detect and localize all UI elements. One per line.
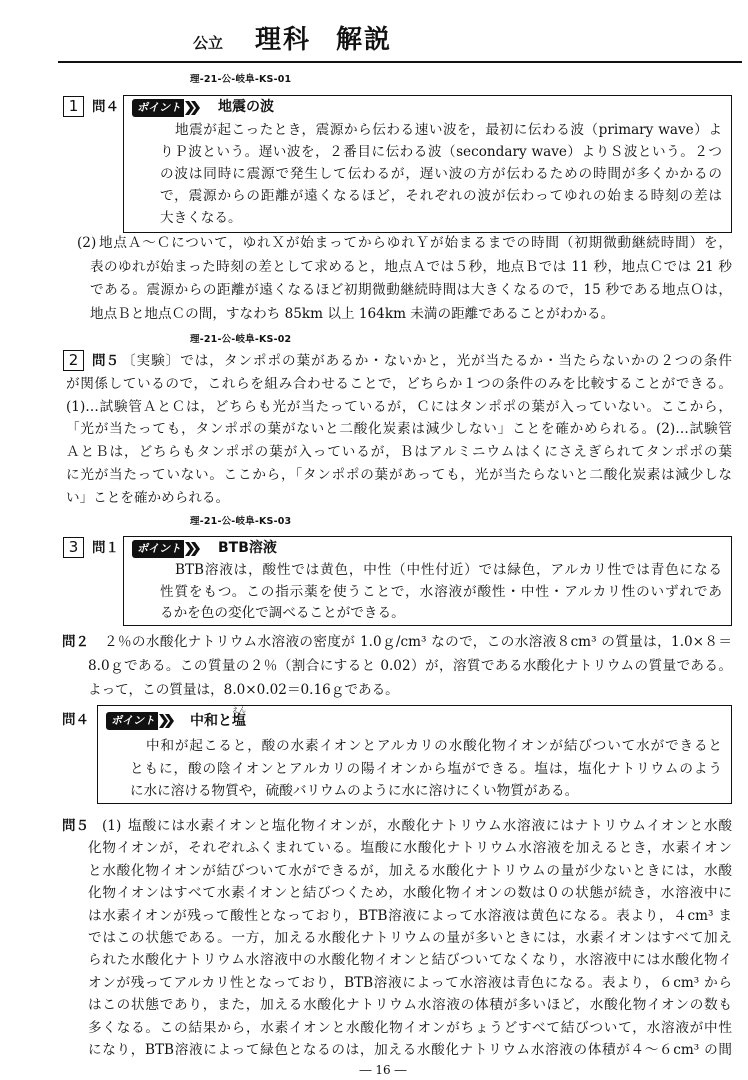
- text-line: 性質をもつ。この指示薬を使うことで，水溶液が酸性・中性・アルカリ性のいずれであ: [160, 583, 722, 600]
- answer-text: [66, 350, 732, 510]
- point-badge: [132, 540, 200, 558]
- text-line: オンが残ってアルカリ性となっており，BTB溶液によって水溶液は青色になる。表より，６cm³ から: [88, 974, 732, 991]
- text-line: 多くなる。この結果から，水素イオンと水酸化物イオンがちょうどすべて結びついて，水溶液が中性: [88, 1019, 732, 1036]
- text-line: 塩酸には水素イオンと塩化物イオンが，水酸化ナトリウム水溶液にはナトリウムイオンと水酸: [128, 818, 732, 834]
- text-line: ＡとＢは，どちらもタンポポの葉が入っているが，Ｂはアルミニウムはくにさえぎられてタンポポの葉: [66, 444, 732, 461]
- question-label: 問４: [92, 99, 119, 115]
- question-number-box: 1: [63, 96, 84, 117]
- question-label: 問１: [92, 540, 119, 556]
- point-text: [160, 119, 722, 229]
- sub-question-label: (1): [102, 818, 122, 834]
- text-line: に水に溶ける物質や，硫酸バリウムのように水に溶けにくい物質がある。: [130, 783, 579, 799]
- question-label: 問５: [92, 353, 119, 369]
- point-badge: [106, 712, 174, 730]
- question-code: 理-21-公-岐阜-KS-02: [190, 334, 292, 345]
- header-rule: [58, 61, 742, 63]
- point-title: [190, 706, 246, 732]
- header-title-subject: 理科: [255, 25, 312, 55]
- text-line: 中和が起こると，酸の水素イオンとアルカリの水酸化物イオンが結びついて水ができると: [146, 738, 722, 754]
- text-line: 8.0ｇである。この質量の２％（割合にすると 0.02）が，溶質である水酸化ナトリウムの質量である。: [88, 658, 732, 674]
- text-line: で，震源からの距離が遠くなるほど，それぞれの波が伝わってゆれの始まる時刻の差は: [160, 188, 722, 204]
- text-line: に光が当たっていない。ここから，「タンポポの葉があっても，光が当たらないと二酸化炭素は減少しな: [66, 466, 732, 483]
- text-line: は水素イオンが残って酸性となっており，BTB溶液によって水溶液は黄色になる。表より，４cm³ ま: [88, 907, 732, 924]
- text-line: 地震が起こったとき，震源から伝わる速い波を，最初に伝わる波（primary wave）よ: [175, 122, 722, 138]
- double-chevron-icon: [184, 99, 200, 117]
- answer-text: [88, 630, 732, 702]
- text-line: 地点Ａ～Ｃについて，ゆれＸが始まってからゆれＹが始まるまでの時間（初期微動継続時間）を，: [99, 235, 732, 251]
- ruby-base: 塩: [232, 713, 246, 729]
- text-line: 〔実験〕では，タンポポの葉があるか・ないかと，光が当たるか・当たらないかの２つの条件: [122, 353, 732, 369]
- text-line: い」ことを確かめられる。: [66, 489, 230, 506]
- text-line: 化物イオンはすべて水素イオンと結びつくため，水酸化物イオンの数は０の状態が続き，水溶液中に: [88, 885, 732, 902]
- question-number-box: 3: [63, 537, 84, 558]
- text-line: (1)…試験管ＡとＣは，どちらも光が当たっているが，Ｃにはタンポポの葉が入っていない。ここから，: [66, 398, 732, 415]
- question-code: 理-21-公-岐阜-KS-01: [190, 74, 292, 85]
- answer-label: (2): [77, 235, 97, 251]
- ruby-text: えん: [232, 706, 246, 714]
- text-line: になり，BTB溶液によって緑色となるのは，加える水酸化ナトリウム水溶液の体積が４～６cm³ の間: [88, 1042, 732, 1059]
- question-number-box: 2: [63, 350, 84, 371]
- text-line: られた水酸化ナトリウム水溶液中の水酸化物イオンと結びついてなくなり，水溶液中には水酸化物イ: [88, 952, 732, 969]
- answer-text: [88, 815, 732, 1061]
- text-line: 「光が当たっても，タンポポの葉がないと二酸化炭素は減少しない」ことを確かめられる。(2)…試験管: [66, 421, 732, 438]
- text-line: が関係しているので，これらを組み合わせることで，どちらか１つの条件のみを比較することができる。: [66, 375, 732, 392]
- text-line: である。震源からの距離が遠くなるほど初期微動継続時間は大きくなるので，15 秒である地点Ｏは，: [90, 282, 732, 298]
- question-code: 理-21-公-岐阜-KS-03: [190, 516, 292, 527]
- text-line: 表のゆれが始まった時刻の差として求めると，地点Ａでは５秒，地点Ｂでは 11 秒，地点Ｃでは 21 秒: [90, 258, 732, 275]
- text-line: りＰ波という。遅い波を，２番目に伝わる波（secondary wave）よりＳ波という。２つ: [160, 144, 722, 160]
- text-line: の波は同時に震源で発生して伝わるが，遅い波の方が伝わるための時間が多くかかるの: [160, 166, 722, 182]
- point-box: [123, 536, 732, 626]
- point-text: [160, 560, 722, 625]
- point-title: BTB溶液: [218, 540, 277, 556]
- answer-text: [90, 232, 732, 326]
- header-prefix: 公立: [193, 34, 224, 52]
- header-title-kind: 解説: [336, 25, 393, 55]
- text-line: ２％の水酸化ナトリウム水溶液の密度が 1.0ｇ/cm³ なので，この水溶液８cm³ の質量は，1.0×８＝: [104, 634, 732, 650]
- double-chevron-icon: [158, 712, 174, 730]
- point-box: [97, 705, 732, 804]
- text-line: 地点Ｂと地点Ｃの間，すなわち 85km 以上 164km 未満の距離であることがわかる。: [90, 305, 615, 322]
- footer-page-number: ― 16 ―: [359, 1063, 407, 1077]
- text-line: るかを色の変化で調べることができる。: [160, 605, 405, 621]
- point-title: 地震の波: [218, 99, 274, 115]
- text-line: と水酸化物イオンが結びついて水ができるが，加える水酸化ナトリウムの量が少ないときには，水酸: [88, 862, 732, 879]
- point-badge-label: ポイント: [106, 712, 158, 730]
- text-line: BTB溶液は，酸性では黄色，中性（中性付近）では緑色，アルカリ性では青色になる: [175, 562, 722, 578]
- question-label: 問４: [62, 712, 89, 728]
- text-line: はこの状態であり，また，加える水酸化ナトリウム水溶液の体積が多いほど，水酸化物イオンの数も: [88, 997, 732, 1014]
- point-title-text: 中和と: [190, 713, 232, 729]
- point-badge-label: ポイント: [132, 99, 184, 117]
- point-text: [130, 735, 722, 803]
- text-line: 化物イオンが，それぞれふくまれている。塩酸に水酸化ナトリウム水溶液を加えるとき，水素イオン: [88, 840, 732, 857]
- point-badge: [132, 99, 200, 117]
- text-line: よって，この質量は，8.0×0.02＝0.16ｇである。: [88, 682, 399, 698]
- text-line: ではこの状態である。一方，加える水酸化ナトリウムの量が多いときには，水素イオンはすべて加え: [88, 930, 732, 947]
- text-line: 大きくなる。: [160, 210, 242, 226]
- text-line: ともに，酸の陰イオンとアルカリの陽イオンから塩ができる。塩は，塩化ナトリウムのよう: [130, 760, 722, 777]
- question-label: 問２: [62, 634, 89, 650]
- double-chevron-icon: [184, 540, 200, 558]
- question-label: 問５: [62, 818, 89, 834]
- point-badge-label: ポイント: [132, 540, 184, 558]
- ruby-group: [232, 706, 246, 732]
- point-box: [123, 95, 732, 233]
